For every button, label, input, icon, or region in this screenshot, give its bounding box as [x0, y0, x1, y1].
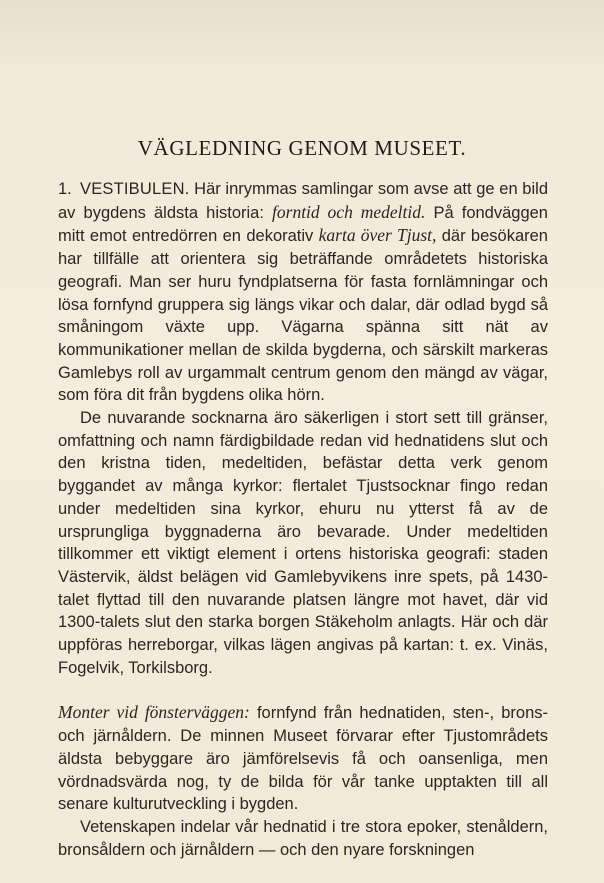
italic-phrase: forntid och medeltid.: [272, 201, 426, 222]
paragraph-vetenskapen: Vetenskapen indelar vår hednatid i tre stora epoker, stenåldern, bronsåldern och järnåldern — och den nyare forskningen: [58, 817, 548, 859]
paragraph-text: där besökaren har tillfälle att orientera sig beträffande områdetets historiska geografi. Man ser huru fyndplatserna för fasta fornlämningar och lösa fornfynd gruppera sig längs vikar och dalar, där odlad bygd så småningom växte upp. Vägarna spänna sitt nät av kommunikationer mellan de skilda bygderna, och särskilt markeras Gamlebys roll av urgammalt centrum genom den mängd av vägar, som föra dit från bygdens olika hörn.: [58, 227, 548, 405]
page-title: VÄGLEDNING GENOM MUSEET.: [137, 136, 467, 160]
page-show-through: [0, 0, 604, 70]
section-heading: VESTIBULEN.: [80, 180, 190, 198]
section-number: 1.: [58, 180, 72, 198]
paragraph-socknar: De nuvarande socknarna äro säkerligen i stort sett till gränser, omfattning och namn färdigbildade redan vid hednatidens slut och den kristna tiden, medeltiden, befästar detta verk genom byggandet av många kyrkor: flertalet Tjustsocknar fingo redan under medeltiden sina kyrkor, ehuru nu ytterst få av de ursprungliga byggnaderna äro bevarade. Under medeltiden tillkommer ett viktigt element i ortens historiska geografi: staden Västervik, äldst belägen vid Gamlebyvikens inre spets, på 1430-talet flyttad till den nuvarande platsen längre mot havet, där vid 1300-talets slut den starka borgen Stäkeholm anlagts. Här och där uppföras herreborgar, vilkas lägen angivas på kartan: t. ex. Vinäs, Fogelvik, Torkilsborg.: [58, 409, 548, 677]
paragraph-text: Här inrymmas samlingar som avse att ge en bild av bygdens äldsta historia:: [58, 180, 548, 222]
body-text: [58, 178, 548, 861]
italic-phrase: karta över Tjust,: [318, 225, 437, 246]
paragraph-monter: [58, 701, 548, 816]
paragraph-text: fornfynd från hednatiden, sten-, brons- och järnåldern. De minnen Museet förvarar efter Tjustområdets äldsta bebyggare äro jämförelsevis få och oansenliga, men vördnadsvärda nog, ty de bilda för vår tanke upptakten till all senare kulturutveckling i bygden.: [58, 704, 548, 814]
paragraph-gap: [58, 679, 548, 701]
italic-phrase: Monter vid fönsterväggen:: [58, 702, 250, 723]
paragraph-vestibulen: [58, 178, 548, 407]
paragraph-text: På fondväggen mitt emot entredörren en dekorativ: [58, 203, 548, 246]
